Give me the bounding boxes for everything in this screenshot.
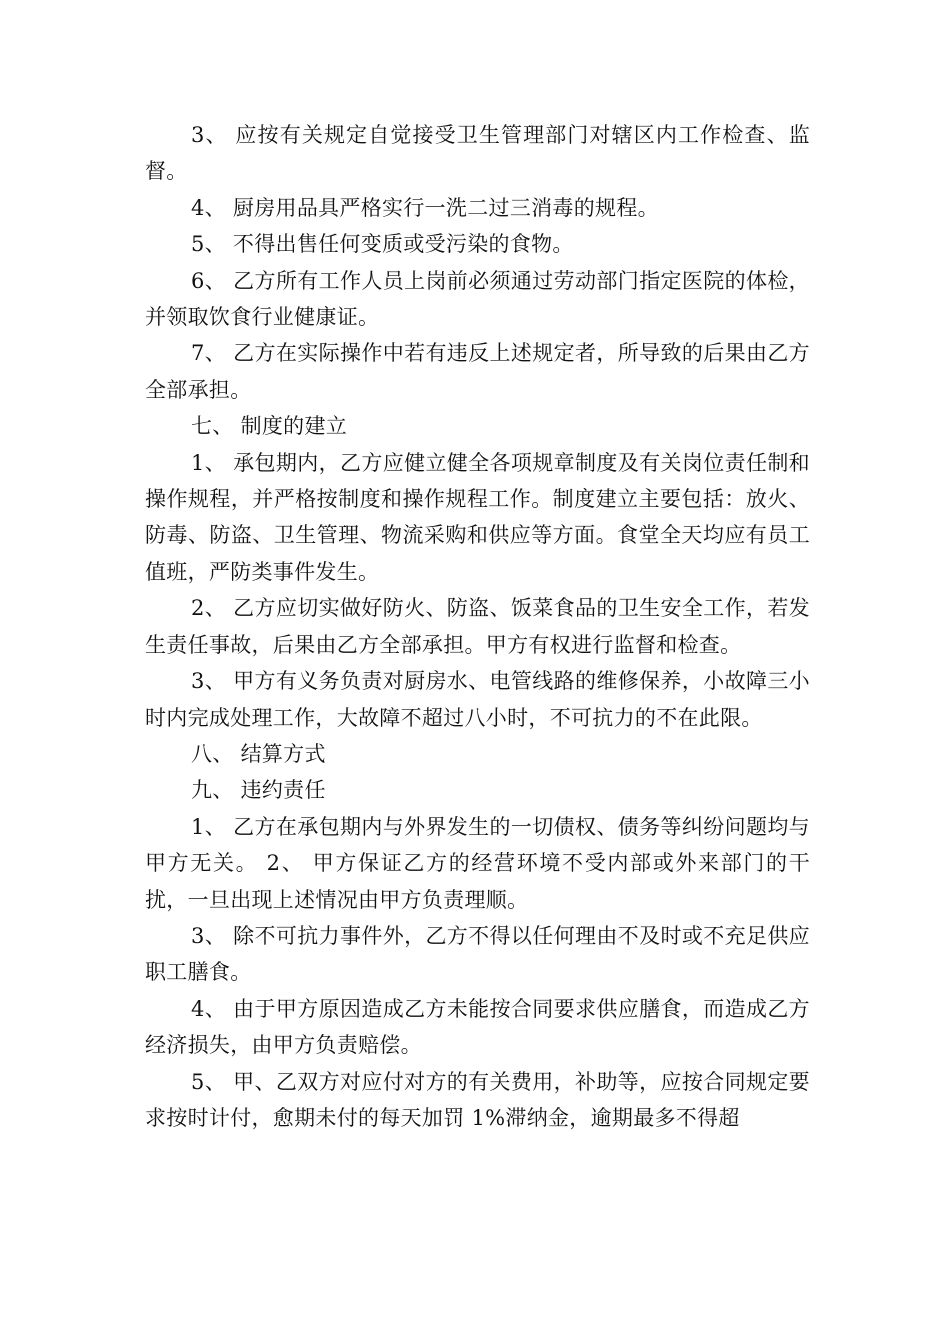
section-heading: 七、 制度的建立 (191, 414, 348, 439)
paragraph: 3、 应按有关规定自觉接受卫生管理部门对辖区内工作检查、监督。 (145, 123, 810, 184)
section-heading: 九、 违约责任 (191, 778, 326, 803)
paragraph: 1、 乙方在承包期内与外界发生的一切债权、债务等纠纷问题均与甲方无关。 2、 甲方保证乙方的经营环境不受内部或外来部门的干扰，一旦出现上述情况由甲方负责理顺。 (145, 814, 810, 912)
paragraph: 1、 承包期内，乙方应健立健全各项规章制度及有关岗位责任制和操作规程，并严格按制度和操作规程工作。制度建立主要包括：放火、防毒、防盗、卫生管理、物流采购和供应等方面。食堂全天均应有员工值班，严防类事件发生。 (145, 450, 810, 584)
paragraph: 6、 乙方所有工作人员上岗前必须通过劳动部门指定医院的体检，并领取饮食行业健康证。 (145, 268, 810, 330)
paragraph: 4、 厨房用品具严格实行一洗二过三消毒的规程。 (191, 195, 659, 220)
paragraph: 5、 甲、乙双方对应付对方的有关费用，补助等，应按合同规定要求按时计付，愈期未付的每天加罚 1%滞纳金，逾期最多不得超 (145, 1069, 810, 1130)
paragraph: 4、 由于甲方原因造成乙方未能按合同要求供应膳食，而造成乙方经济损失，由甲方负责赔偿。 (145, 996, 810, 1058)
section-heading: 八、 结算方式 (191, 741, 326, 766)
paragraph: 2、 乙方应切实做好防火、防盗、饭菜食品的卫生安全工作，若发生责任事故，后果由乙方全部承担。甲方有权进行监督和检查。 (145, 596, 810, 657)
document-body (145, 117, 810, 1136)
paragraph: 7、 乙方在实际操作中若有违反上述规定者，所导致的后果由乙方全部承担。 (145, 341, 810, 402)
paragraph: 5、 不得出售任何变质或受污染的食物。 (191, 232, 574, 257)
paragraph: 3、 除不可抗力事件外，乙方不得以任何理由不及时或不充足供应职工膳食。 (145, 923, 810, 985)
paragraph: 3、 甲方有义务负责对厨房水、电管线路的维修保养，小故障三小时内完成处理工作，大故障不超过八小时，不可抗力的不在此限。 (145, 669, 810, 730)
